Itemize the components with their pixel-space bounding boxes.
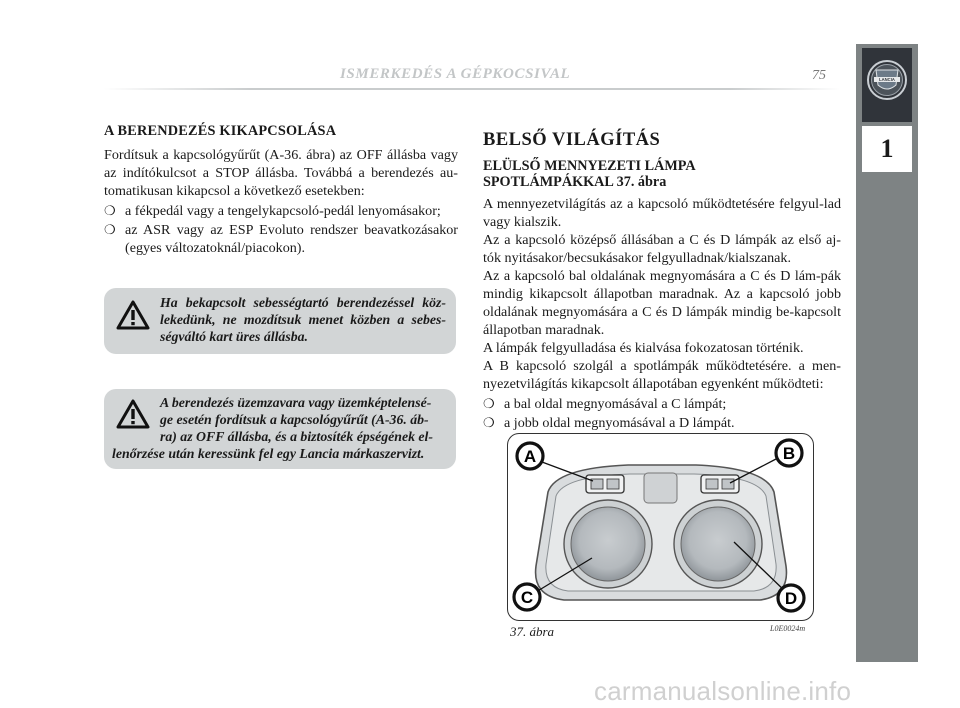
list-item: ❍ a jobb oldal megnyomásával a D lámpát. — [483, 415, 735, 431]
header-divider — [104, 88, 840, 90]
page-number: 75 — [812, 68, 826, 83]
label-c-callout — [514, 584, 540, 610]
warning-box-malfunction — [104, 389, 456, 469]
bullet-icon: ❍ — [104, 222, 116, 237]
label-a-callout — [517, 443, 543, 469]
warning-text: Ha bekapcsolt sebességtartó berendezéssel köz-lekedünk, ne mozdítsuk menet közben a sebes-ségváltó kart üres állásba. — [160, 295, 446, 344]
section-heading-shutdown: A BERENDEZÉS KIKAPCSOLÁSA — [104, 123, 337, 139]
paragraph: Az a kapcsoló bal oldalának megnyomására a C és D lám-pák mindig kikapcsolt állapotban maradnak. Az a kapcsoló jobb oldalának megnyomására a C és D lámpák mindig be-kapcsolt állapotban maradnak. — [483, 268, 841, 338]
list-item: ❍ a fékpedál vagy a tengelykapcsoló-pedál lenyomásakor; — [104, 203, 441, 219]
bullet-icon: ❍ — [483, 396, 495, 411]
chapter-number: 1 — [862, 126, 912, 172]
warning-triangle-icon — [116, 300, 150, 330]
paragraph: A B kapcsoló szolgál a spotlámpák működtetésére. a men-nyezetvilágítás kikapcsolt állapotában egyenként működteti: — [483, 358, 841, 392]
paragraph: A lámpák felgyulladása és kialvása fokozatosan történik. — [483, 340, 804, 356]
label-b: B — [782, 444, 796, 463]
subheading-front-dome-lamp: ELÜLSŐ MENNYEZETI LÁMPA SPOTLÁMPÁKKAL 37. ábra — [483, 158, 696, 190]
label-c: C — [520, 588, 534, 607]
bullet-icon: ❍ — [483, 415, 495, 430]
label-d-callout — [778, 585, 804, 611]
list-item: ❍ az ASR vagy az ESP Evoluto rendszer beavatkozásakor (egyes változatoknál/piacokon). — [104, 222, 458, 256]
watermark: carmanualsonline.info — [594, 676, 852, 706]
figure-code: L0E0024m — [770, 624, 806, 633]
page-header-title: ISMERKEDÉS A GÉPKOCSIVAL — [340, 66, 571, 82]
paragraph: Az a kapcsoló középső állásában a C és D lámpák az első aj-tók nyitásakor/becsukásakor felgyulladnak/kialszanak. — [483, 232, 841, 266]
shutdown-bullet-list — [104, 202, 458, 257]
label-d: D — [784, 589, 798, 608]
center-window — [644, 473, 677, 503]
label-a: A — [523, 447, 537, 466]
warning-box-gear — [104, 288, 456, 354]
shutdown-intro-paragraph: Fordítsuk a kapcsológyűrűt (A-36. ábra) az OFF állásba vagy az indítókulcsot a STOP állásba. Továbbá a berendezés au-tomatikusan kikapcsol a következő esetekben: — [104, 147, 458, 199]
spotlight-bullet-list — [483, 395, 841, 432]
right-column — [483, 131, 841, 433]
svg-text:LANCIA: LANCIA — [879, 77, 895, 82]
section-title-interior-lighting: BELSŐ VILÁGÍTÁS — [483, 130, 661, 150]
lancia-shield-icon — [866, 59, 908, 101]
lancia-logo — [862, 48, 912, 122]
bullet-icon: ❍ — [104, 203, 116, 218]
left-column — [104, 122, 458, 258]
spotlight-c — [571, 507, 645, 581]
dome-lamp-illustration — [508, 434, 813, 620]
spotlight-d — [681, 507, 755, 581]
label-b-callout — [776, 440, 802, 466]
list-item: ❍ a bal oldal megnyomásával a C lámpát; — [483, 396, 727, 412]
paragraph: A mennyezetvilágítás az a kapcsoló működtetésére felgyul-lad vagy kialszik. — [483, 196, 841, 230]
warning-text: A berendezés üzemzavara vagy üzemképtelensé- ge esetén fordítsuk a kapcsológyűrűt (A-36. áb- ra) az OFF állásba, és a biztosíték épségének el- lenőrzése után keressünk fel egy Lancia márkaszervizt. — [112, 395, 433, 461]
figure-37-frame — [507, 433, 814, 621]
figure-caption: 37. ábra — [510, 624, 555, 639]
